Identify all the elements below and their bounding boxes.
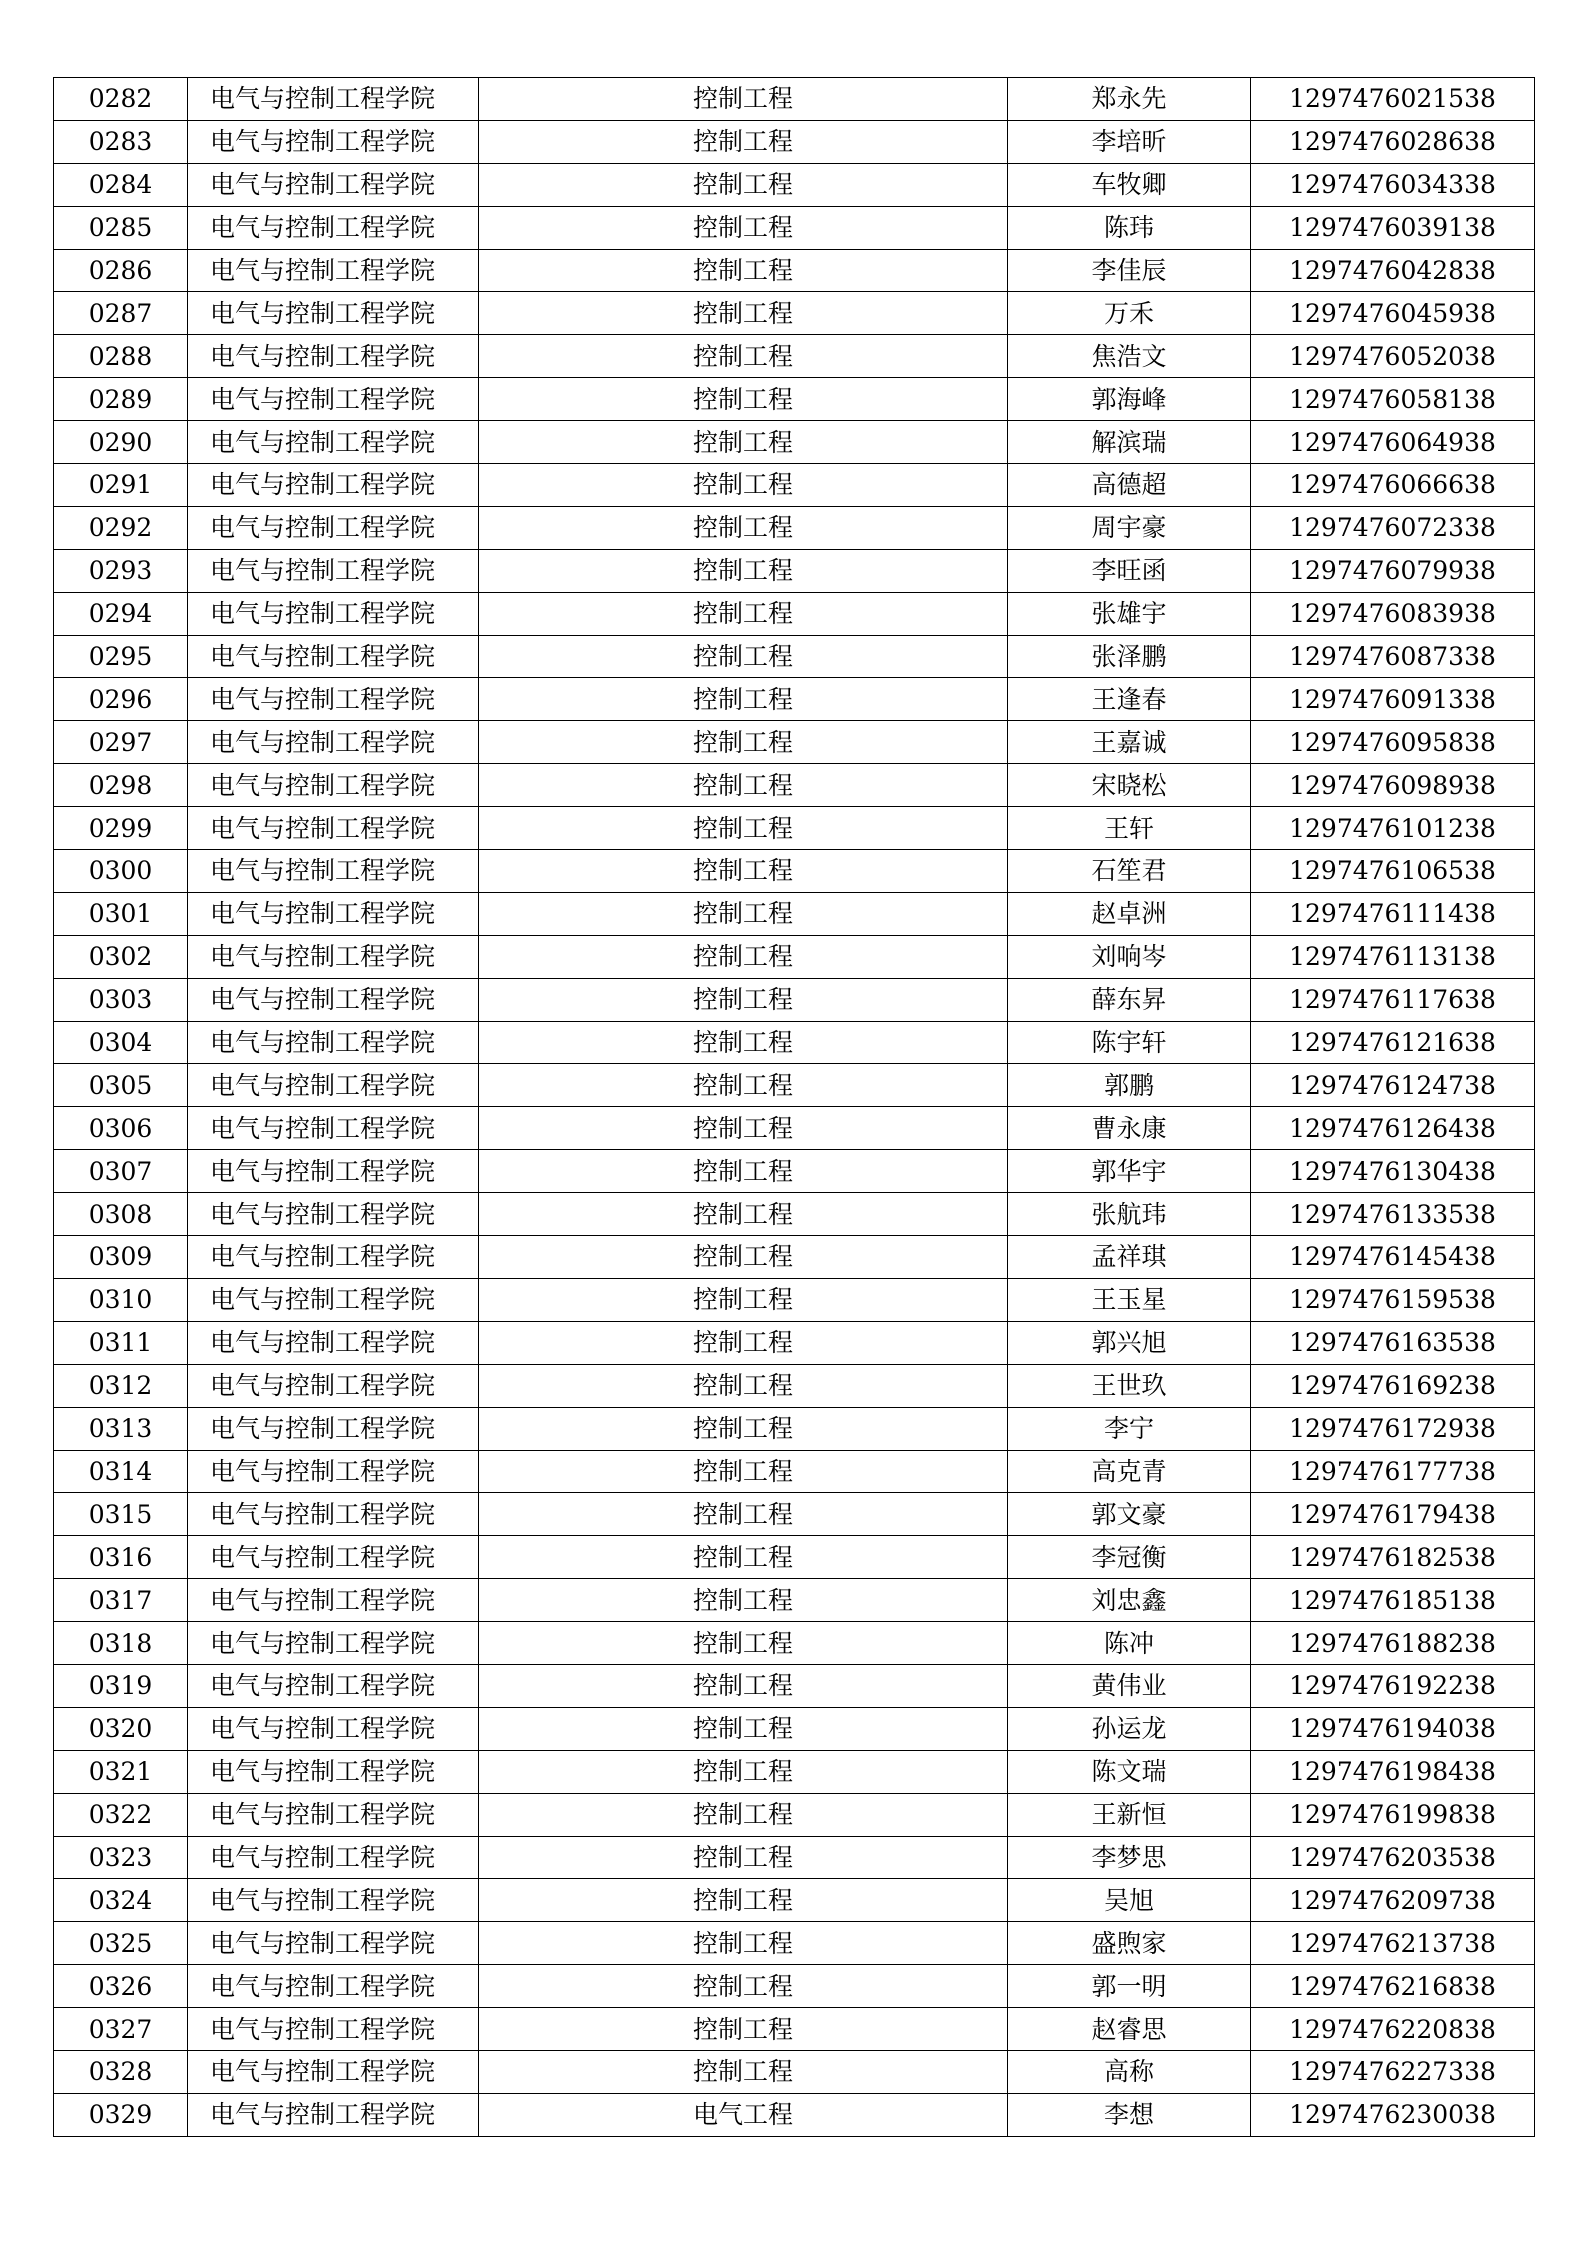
serial-number-cell: 0297 xyxy=(54,721,188,764)
college-cell: 电气与控制工程学院 xyxy=(188,549,479,592)
college-cell: 电气与控制工程学院 xyxy=(188,1965,479,2008)
college-cell: 电气与控制工程学院 xyxy=(188,1021,479,1064)
table-row xyxy=(54,764,1535,807)
college-cell: 电气与控制工程学院 xyxy=(188,721,479,764)
serial-number-cell: 0313 xyxy=(54,1407,188,1450)
college-cell: 电气与控制工程学院 xyxy=(188,1622,479,1665)
serial-number-cell: 0317 xyxy=(54,1579,188,1622)
serial-number-cell: 0283 xyxy=(54,120,188,163)
college-cell: 电气与控制工程学院 xyxy=(188,1193,479,1236)
serial-number-cell: 0310 xyxy=(54,1278,188,1321)
table-row xyxy=(54,850,1535,893)
exam-ticket-number-cell: 1297476039138 xyxy=(1251,206,1535,249)
table-row xyxy=(54,206,1535,249)
exam-ticket-number-cell: 1297476087338 xyxy=(1251,635,1535,678)
major-cell: 控制工程 xyxy=(479,506,1008,549)
serial-number-cell: 0304 xyxy=(54,1021,188,1064)
table-row xyxy=(54,120,1535,163)
major-cell: 控制工程 xyxy=(479,1236,1008,1279)
college-cell: 电气与控制工程学院 xyxy=(188,1707,479,1750)
college-cell: 电气与控制工程学院 xyxy=(188,1536,479,1579)
student-name-cell: 黄伟业 xyxy=(1008,1664,1251,1707)
student-name-cell: 李佳辰 xyxy=(1008,249,1251,292)
student-name-cell: 李培昕 xyxy=(1008,120,1251,163)
student-name-cell: 郭海峰 xyxy=(1008,378,1251,421)
college-cell: 电气与控制工程学院 xyxy=(188,421,479,464)
major-cell: 控制工程 xyxy=(479,1707,1008,1750)
college-cell: 电气与控制工程学院 xyxy=(188,1278,479,1321)
major-cell: 控制工程 xyxy=(479,421,1008,464)
student-name-cell: 石笙君 xyxy=(1008,850,1251,893)
table-row xyxy=(54,1536,1535,1579)
student-name-cell: 郭一明 xyxy=(1008,1965,1251,2008)
table-row xyxy=(54,592,1535,635)
exam-ticket-number-cell: 1297476199838 xyxy=(1251,1793,1535,1836)
exam-ticket-number-cell: 1297476064938 xyxy=(1251,421,1535,464)
exam-ticket-number-cell: 1297476145438 xyxy=(1251,1236,1535,1279)
serial-number-cell: 0306 xyxy=(54,1107,188,1150)
table-row xyxy=(54,1836,1535,1879)
major-cell: 控制工程 xyxy=(479,1107,1008,1150)
exam-ticket-number-cell: 1297476113138 xyxy=(1251,935,1535,978)
serial-number-cell: 0296 xyxy=(54,678,188,721)
exam-ticket-number-cell: 1297476106538 xyxy=(1251,850,1535,893)
exam-ticket-number-cell: 1297476220838 xyxy=(1251,2008,1535,2051)
college-cell: 电气与控制工程学院 xyxy=(188,1664,479,1707)
student-name-cell: 王世玖 xyxy=(1008,1364,1251,1407)
major-cell: 控制工程 xyxy=(479,378,1008,421)
student-name-cell: 车牧卿 xyxy=(1008,163,1251,206)
exam-ticket-number-cell: 1297476203538 xyxy=(1251,1836,1535,1879)
serial-number-cell: 0308 xyxy=(54,1193,188,1236)
exam-ticket-number-cell: 1297476198438 xyxy=(1251,1750,1535,1793)
table-row xyxy=(54,892,1535,935)
major-cell: 控制工程 xyxy=(479,935,1008,978)
serial-number-cell: 0303 xyxy=(54,978,188,1021)
student-name-cell: 周宇豪 xyxy=(1008,506,1251,549)
table-row xyxy=(54,2050,1535,2093)
table-row xyxy=(54,1407,1535,1450)
college-cell: 电气与控制工程学院 xyxy=(188,1879,479,1922)
serial-number-cell: 0326 xyxy=(54,1965,188,2008)
student-name-cell: 张泽鹏 xyxy=(1008,635,1251,678)
college-cell: 电气与控制工程学院 xyxy=(188,764,479,807)
student-name-cell: 万禾 xyxy=(1008,292,1251,335)
serial-number-cell: 0301 xyxy=(54,892,188,935)
major-cell: 控制工程 xyxy=(479,1965,1008,2008)
student-name-cell: 李想 xyxy=(1008,2093,1251,2136)
major-cell: 控制工程 xyxy=(479,807,1008,850)
serial-number-cell: 0300 xyxy=(54,850,188,893)
major-cell: 控制工程 xyxy=(479,335,1008,378)
college-cell: 电气与控制工程学院 xyxy=(188,2050,479,2093)
document-page xyxy=(53,77,1535,2137)
exam-ticket-number-cell: 1297476192238 xyxy=(1251,1664,1535,1707)
major-cell: 控制工程 xyxy=(479,1836,1008,1879)
exam-ticket-number-cell: 1297476133538 xyxy=(1251,1193,1535,1236)
major-cell: 控制工程 xyxy=(479,292,1008,335)
exam-ticket-number-cell: 1297476179438 xyxy=(1251,1493,1535,1536)
exam-ticket-number-cell: 1297476169238 xyxy=(1251,1364,1535,1407)
college-cell: 电气与控制工程学院 xyxy=(188,78,479,121)
serial-number-cell: 0307 xyxy=(54,1150,188,1193)
serial-number-cell: 0288 xyxy=(54,335,188,378)
exam-ticket-number-cell: 1297476028638 xyxy=(1251,120,1535,163)
college-cell: 电气与控制工程学院 xyxy=(188,1407,479,1450)
serial-number-cell: 0295 xyxy=(54,635,188,678)
table-row xyxy=(54,1965,1535,2008)
table-row xyxy=(54,1922,1535,1965)
college-cell: 电气与控制工程学院 xyxy=(188,163,479,206)
exam-ticket-number-cell: 1297476111438 xyxy=(1251,892,1535,935)
exam-ticket-number-cell: 1297476182538 xyxy=(1251,1536,1535,1579)
student-name-cell: 李梦思 xyxy=(1008,1836,1251,1879)
student-name-cell: 李冠衡 xyxy=(1008,1536,1251,1579)
student-name-cell: 陈文瑞 xyxy=(1008,1750,1251,1793)
exam-ticket-number-cell: 1297476227338 xyxy=(1251,2050,1535,2093)
student-name-cell: 郭鹏 xyxy=(1008,1064,1251,1107)
major-cell: 控制工程 xyxy=(479,1536,1008,1579)
student-name-cell: 王新恒 xyxy=(1008,1793,1251,1836)
major-cell: 控制工程 xyxy=(479,120,1008,163)
student-name-cell: 高克青 xyxy=(1008,1450,1251,1493)
student-name-cell: 陈冲 xyxy=(1008,1622,1251,1665)
major-cell: 控制工程 xyxy=(479,2050,1008,2093)
table-row xyxy=(54,1107,1535,1150)
table-row xyxy=(54,249,1535,292)
table-row xyxy=(54,1321,1535,1364)
table-row xyxy=(54,1278,1535,1321)
table-row xyxy=(54,635,1535,678)
serial-number-cell: 0312 xyxy=(54,1364,188,1407)
student-name-cell: 张雄宇 xyxy=(1008,592,1251,635)
major-cell: 控制工程 xyxy=(479,249,1008,292)
serial-number-cell: 0329 xyxy=(54,2093,188,2136)
table-row xyxy=(54,464,1535,507)
major-cell: 控制工程 xyxy=(479,549,1008,592)
college-cell: 电气与控制工程学院 xyxy=(188,1150,479,1193)
student-name-cell: 王逢春 xyxy=(1008,678,1251,721)
exam-ticket-number-cell: 1297476124738 xyxy=(1251,1064,1535,1107)
serial-number-cell: 0287 xyxy=(54,292,188,335)
college-cell: 电气与控制工程学院 xyxy=(188,464,479,507)
student-name-cell: 解滨瑞 xyxy=(1008,421,1251,464)
student-name-cell: 曹永康 xyxy=(1008,1107,1251,1150)
major-cell: 控制工程 xyxy=(479,1664,1008,1707)
table-row xyxy=(54,549,1535,592)
table-row xyxy=(54,1879,1535,1922)
college-cell: 电气与控制工程学院 xyxy=(188,249,479,292)
serial-number-cell: 0305 xyxy=(54,1064,188,1107)
table-row xyxy=(54,1064,1535,1107)
serial-number-cell: 0321 xyxy=(54,1750,188,1793)
serial-number-cell: 0319 xyxy=(54,1664,188,1707)
table-row xyxy=(54,1579,1535,1622)
student-name-cell: 高称 xyxy=(1008,2050,1251,2093)
college-cell: 电气与控制工程学院 xyxy=(188,1107,479,1150)
student-name-cell: 刘忠鑫 xyxy=(1008,1579,1251,1622)
exam-ticket-number-cell: 1297476021538 xyxy=(1251,78,1535,121)
serial-number-cell: 0322 xyxy=(54,1793,188,1836)
serial-number-cell: 0328 xyxy=(54,2050,188,2093)
major-cell: 控制工程 xyxy=(479,1750,1008,1793)
college-cell: 电气与控制工程学院 xyxy=(188,335,479,378)
table-row xyxy=(54,78,1535,121)
major-cell: 控制工程 xyxy=(479,1150,1008,1193)
major-cell: 控制工程 xyxy=(479,764,1008,807)
table-row xyxy=(54,1493,1535,1536)
exam-ticket-number-cell: 1297476042838 xyxy=(1251,249,1535,292)
student-name-cell: 王玉星 xyxy=(1008,1278,1251,1321)
exam-ticket-number-cell: 1297476121638 xyxy=(1251,1021,1535,1064)
college-cell: 电气与控制工程学院 xyxy=(188,1450,479,1493)
student-name-cell: 焦浩文 xyxy=(1008,335,1251,378)
student-name-cell: 郭华宇 xyxy=(1008,1150,1251,1193)
major-cell: 控制工程 xyxy=(479,2008,1008,2051)
student-name-cell: 郭兴旭 xyxy=(1008,1321,1251,1364)
serial-number-cell: 0324 xyxy=(54,1879,188,1922)
major-cell: 控制工程 xyxy=(479,1021,1008,1064)
table-row xyxy=(54,1150,1535,1193)
serial-number-cell: 0292 xyxy=(54,506,188,549)
table-row xyxy=(54,335,1535,378)
exam-ticket-number-cell: 1297476209738 xyxy=(1251,1879,1535,1922)
major-cell: 控制工程 xyxy=(479,892,1008,935)
college-cell: 电气与控制工程学院 xyxy=(188,1579,479,1622)
exam-ticket-number-cell: 1297476083938 xyxy=(1251,592,1535,635)
table-row xyxy=(54,2008,1535,2051)
major-cell: 控制工程 xyxy=(479,1064,1008,1107)
student-name-cell: 孟祥琪 xyxy=(1008,1236,1251,1279)
table-row xyxy=(54,1364,1535,1407)
serial-number-cell: 0309 xyxy=(54,1236,188,1279)
table-row xyxy=(54,1450,1535,1493)
college-cell: 电气与控制工程学院 xyxy=(188,1793,479,1836)
serial-number-cell: 0299 xyxy=(54,807,188,850)
exam-ticket-number-cell: 1297476091338 xyxy=(1251,678,1535,721)
table-row xyxy=(54,163,1535,206)
college-cell: 电气与控制工程学院 xyxy=(188,292,479,335)
table-body xyxy=(54,78,1535,2137)
serial-number-cell: 0311 xyxy=(54,1321,188,1364)
student-name-cell: 赵卓洲 xyxy=(1008,892,1251,935)
major-cell: 控制工程 xyxy=(479,678,1008,721)
college-cell: 电气与控制工程学院 xyxy=(188,635,479,678)
major-cell: 控制工程 xyxy=(479,850,1008,893)
college-cell: 电气与控制工程学院 xyxy=(188,1922,479,1965)
college-cell: 电气与控制工程学院 xyxy=(188,592,479,635)
exam-ticket-number-cell: 1297476126438 xyxy=(1251,1107,1535,1150)
exam-ticket-number-cell: 1297476188238 xyxy=(1251,1622,1535,1665)
table-row xyxy=(54,1750,1535,1793)
serial-number-cell: 0325 xyxy=(54,1922,188,1965)
serial-number-cell: 0286 xyxy=(54,249,188,292)
major-cell: 控制工程 xyxy=(479,1450,1008,1493)
exam-ticket-number-cell: 1297476052038 xyxy=(1251,335,1535,378)
major-cell: 控制工程 xyxy=(479,464,1008,507)
exam-ticket-number-cell: 1297476130438 xyxy=(1251,1150,1535,1193)
college-cell: 电气与控制工程学院 xyxy=(188,120,479,163)
major-cell: 控制工程 xyxy=(479,163,1008,206)
college-cell: 电气与控制工程学院 xyxy=(188,2008,479,2051)
exam-ticket-number-cell: 1297476163538 xyxy=(1251,1321,1535,1364)
major-cell: 控制工程 xyxy=(479,1407,1008,1450)
college-cell: 电气与控制工程学院 xyxy=(188,1236,479,1279)
table-row xyxy=(54,378,1535,421)
table-row xyxy=(54,1021,1535,1064)
exam-ticket-number-cell: 1297476159538 xyxy=(1251,1278,1535,1321)
serial-number-cell: 0327 xyxy=(54,2008,188,2051)
exam-ticket-number-cell: 1297476230038 xyxy=(1251,2093,1535,2136)
serial-number-cell: 0314 xyxy=(54,1450,188,1493)
student-name-cell: 薛东昇 xyxy=(1008,978,1251,1021)
major-cell: 控制工程 xyxy=(479,1922,1008,1965)
major-cell: 控制工程 xyxy=(479,635,1008,678)
major-cell: 控制工程 xyxy=(479,1793,1008,1836)
table-row xyxy=(54,2093,1535,2136)
exam-ticket-number-cell: 1297476177738 xyxy=(1251,1450,1535,1493)
student-name-cell: 盛煦家 xyxy=(1008,1922,1251,1965)
serial-number-cell: 0282 xyxy=(54,78,188,121)
exam-ticket-number-cell: 1297476117638 xyxy=(1251,978,1535,1021)
serial-number-cell: 0293 xyxy=(54,549,188,592)
college-cell: 电气与控制工程学院 xyxy=(188,1836,479,1879)
major-cell: 控制工程 xyxy=(479,1579,1008,1622)
major-cell: 控制工程 xyxy=(479,78,1008,121)
serial-number-cell: 0291 xyxy=(54,464,188,507)
table-row xyxy=(54,292,1535,335)
serial-number-cell: 0302 xyxy=(54,935,188,978)
serial-number-cell: 0318 xyxy=(54,1622,188,1665)
table-row xyxy=(54,721,1535,764)
exam-ticket-number-cell: 1297476213738 xyxy=(1251,1922,1535,1965)
college-cell: 电气与控制工程学院 xyxy=(188,1064,479,1107)
exam-ticket-number-cell: 1297476072338 xyxy=(1251,506,1535,549)
college-cell: 电气与控制工程学院 xyxy=(188,2093,479,2136)
college-cell: 电气与控制工程学院 xyxy=(188,378,479,421)
table-row xyxy=(54,935,1535,978)
serial-number-cell: 0323 xyxy=(54,1836,188,1879)
major-cell: 控制工程 xyxy=(479,1321,1008,1364)
table-row xyxy=(54,807,1535,850)
exam-ticket-number-cell: 1297476172938 xyxy=(1251,1407,1535,1450)
exam-ticket-number-cell: 1297476101238 xyxy=(1251,807,1535,850)
major-cell: 控制工程 xyxy=(479,978,1008,1021)
serial-number-cell: 0284 xyxy=(54,163,188,206)
college-cell: 电气与控制工程学院 xyxy=(188,506,479,549)
serial-number-cell: 0290 xyxy=(54,421,188,464)
table-row xyxy=(54,678,1535,721)
exam-ticket-number-cell: 1297476098938 xyxy=(1251,764,1535,807)
serial-number-cell: 0316 xyxy=(54,1536,188,1579)
serial-number-cell: 0294 xyxy=(54,592,188,635)
student-name-cell: 宋晓松 xyxy=(1008,764,1251,807)
student-name-cell: 赵睿思 xyxy=(1008,2008,1251,2051)
exam-ticket-number-cell: 1297476066638 xyxy=(1251,464,1535,507)
table-row xyxy=(54,421,1535,464)
exam-ticket-number-cell: 1297476095838 xyxy=(1251,721,1535,764)
major-cell: 电气工程 xyxy=(479,2093,1008,2136)
major-cell: 控制工程 xyxy=(479,592,1008,635)
major-cell: 控制工程 xyxy=(479,1622,1008,1665)
major-cell: 控制工程 xyxy=(479,1879,1008,1922)
table-row xyxy=(54,1793,1535,1836)
major-cell: 控制工程 xyxy=(479,1364,1008,1407)
table-row xyxy=(54,1622,1535,1665)
college-cell: 电气与控制工程学院 xyxy=(188,892,479,935)
college-cell: 电气与控制工程学院 xyxy=(188,1364,479,1407)
admission-list-table xyxy=(53,77,1535,2137)
exam-ticket-number-cell: 1297476034338 xyxy=(1251,163,1535,206)
college-cell: 电气与控制工程学院 xyxy=(188,1750,479,1793)
student-name-cell: 陈宇轩 xyxy=(1008,1021,1251,1064)
student-name-cell: 李旺函 xyxy=(1008,549,1251,592)
student-name-cell: 王嘉诚 xyxy=(1008,721,1251,764)
major-cell: 控制工程 xyxy=(479,721,1008,764)
table-row xyxy=(54,978,1535,1021)
exam-ticket-number-cell: 1297476216838 xyxy=(1251,1965,1535,2008)
student-name-cell: 高德超 xyxy=(1008,464,1251,507)
exam-ticket-number-cell: 1297476185138 xyxy=(1251,1579,1535,1622)
serial-number-cell: 0298 xyxy=(54,764,188,807)
college-cell: 电气与控制工程学院 xyxy=(188,807,479,850)
major-cell: 控制工程 xyxy=(479,1278,1008,1321)
major-cell: 控制工程 xyxy=(479,1193,1008,1236)
major-cell: 控制工程 xyxy=(479,206,1008,249)
student-name-cell: 刘响岑 xyxy=(1008,935,1251,978)
serial-number-cell: 0320 xyxy=(54,1707,188,1750)
student-name-cell: 郑永先 xyxy=(1008,78,1251,121)
college-cell: 电气与控制工程学院 xyxy=(188,206,479,249)
exam-ticket-number-cell: 1297476045938 xyxy=(1251,292,1535,335)
exam-ticket-number-cell: 1297476079938 xyxy=(1251,549,1535,592)
college-cell: 电气与控制工程学院 xyxy=(188,978,479,1021)
exam-ticket-number-cell: 1297476194038 xyxy=(1251,1707,1535,1750)
serial-number-cell: 0315 xyxy=(54,1493,188,1536)
serial-number-cell: 0289 xyxy=(54,378,188,421)
student-name-cell: 孙运龙 xyxy=(1008,1707,1251,1750)
college-cell: 电气与控制工程学院 xyxy=(188,678,479,721)
college-cell: 电气与控制工程学院 xyxy=(188,1321,479,1364)
student-name-cell: 王轩 xyxy=(1008,807,1251,850)
exam-ticket-number-cell: 1297476058138 xyxy=(1251,378,1535,421)
table-row xyxy=(54,1193,1535,1236)
table-row xyxy=(54,1664,1535,1707)
college-cell: 电气与控制工程学院 xyxy=(188,850,479,893)
student-name-cell: 吴旭 xyxy=(1008,1879,1251,1922)
student-name-cell: 郭文豪 xyxy=(1008,1493,1251,1536)
college-cell: 电气与控制工程学院 xyxy=(188,935,479,978)
major-cell: 控制工程 xyxy=(479,1493,1008,1536)
student-name-cell: 李宁 xyxy=(1008,1407,1251,1450)
serial-number-cell: 0285 xyxy=(54,206,188,249)
table-row xyxy=(54,506,1535,549)
table-row xyxy=(54,1236,1535,1279)
student-name-cell: 张航玮 xyxy=(1008,1193,1251,1236)
table-row xyxy=(54,1707,1535,1750)
college-cell: 电气与控制工程学院 xyxy=(188,1493,479,1536)
student-name-cell: 陈玮 xyxy=(1008,206,1251,249)
